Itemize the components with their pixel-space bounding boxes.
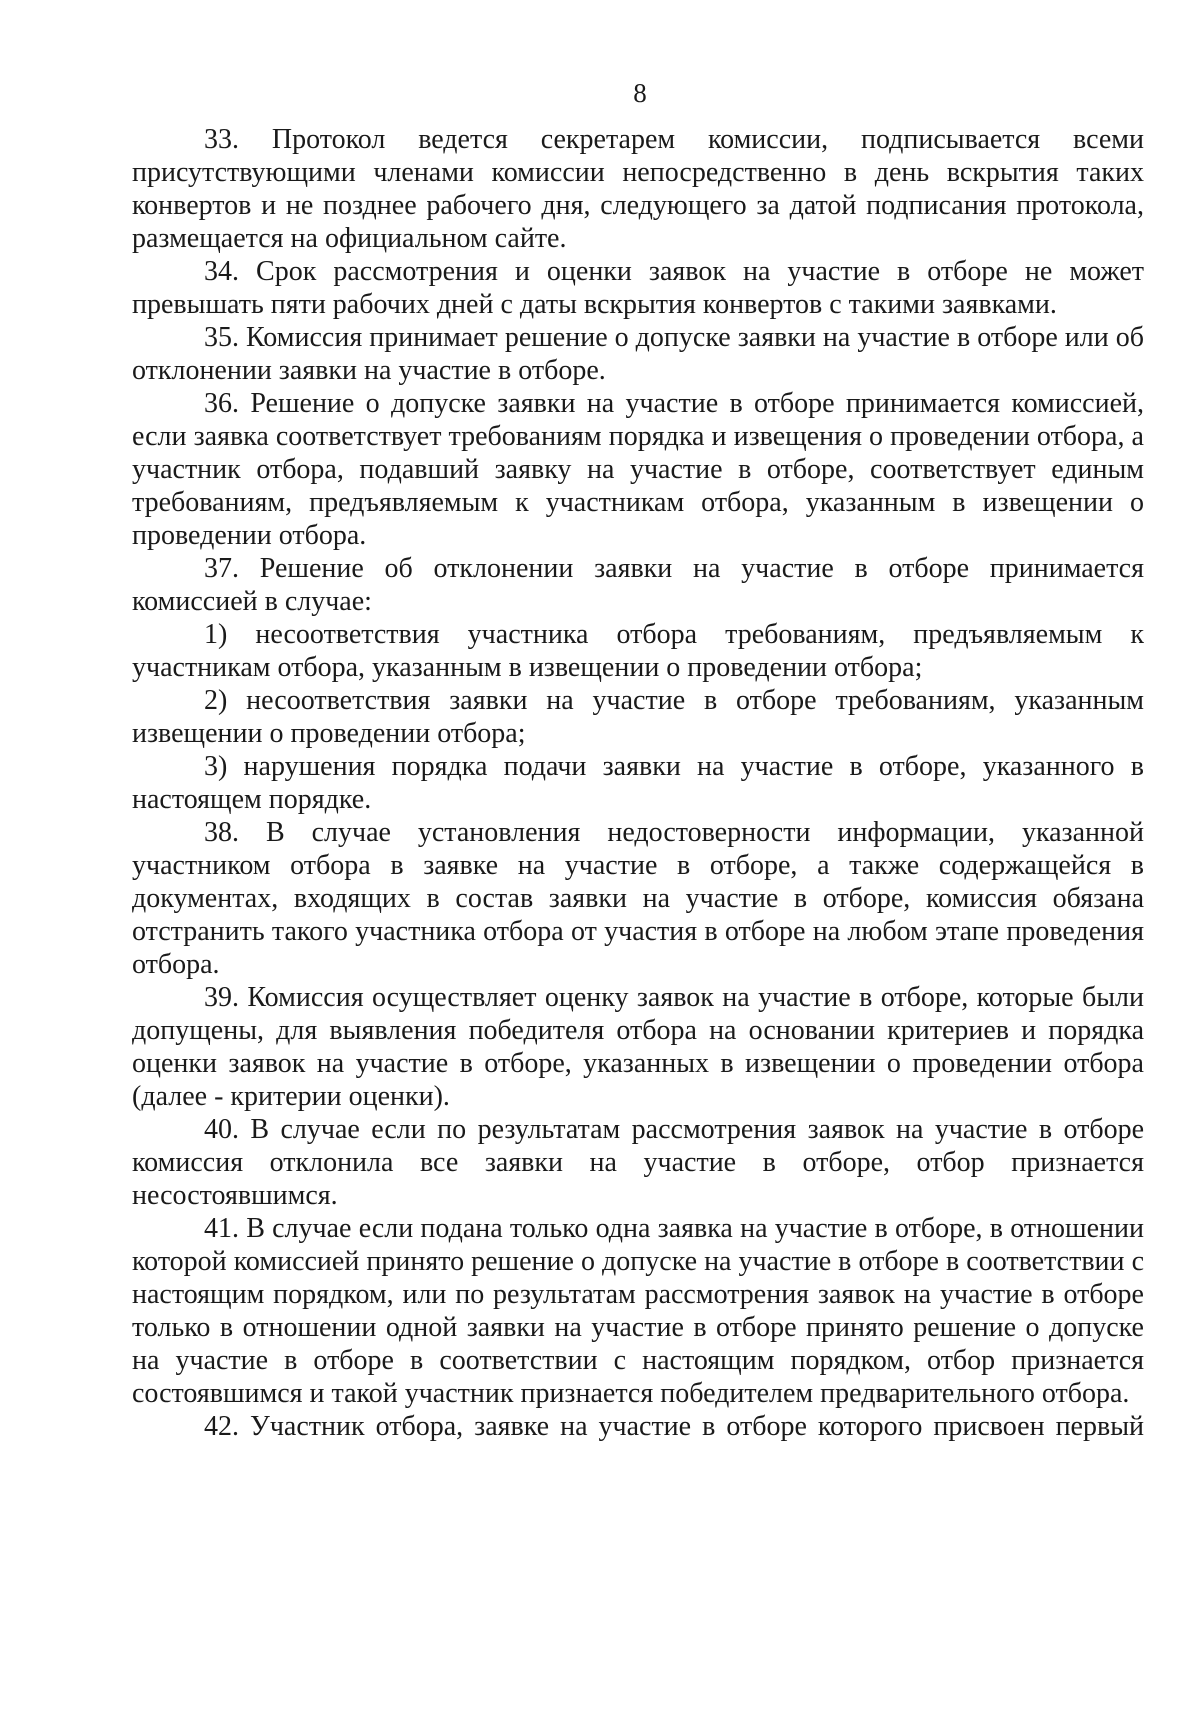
paragraph-33: 33. Протокол ведется секретарем комиссии, подписывается всеми присутствующими членами комиссии непосредственно в день вскрытия таких конвертов и не позднее рабочего дня, следующего за датой подписания протокола, размещается на официальном сайте. — [132, 124, 1144, 254]
paragraph-35: 35. Комиссия принимает решение о допуске заявки на участие в отборе или об отклонении заявки на участие в отборе. — [132, 322, 1144, 386]
paragraph-42: 42. Участник отбора, заявке на участие в отборе которого присвоен первый — [204, 1411, 1144, 1442]
paragraph-34: 34. Срок рассмотрения и оценки заявок на участие в отборе не может превышать пяти рабочих дней с даты вскрытия конвертов с такими заявками. — [132, 256, 1144, 320]
paragraph-38: 38. В случае установления недостоверности информации, указанной участником отбора в заявке на участие в отборе, а также содержащейся в документах, входящих в состав заявки на участие в отборе, комиссия обязана отстранить такого участника отбора от участия в отборе на любом этапе проведения отбора. — [132, 817, 1144, 980]
paragraph-36: 36. Решение о допуске заявки на участие в отборе принимается комиссией, если заявка соответствует требованиям порядка и извещения о проведении отбора, а участник отбора, подавший заявку на участие в отборе, соответствует единым требованиям, предъявляемым к участникам отбора, указанным в извещении о проведении отбора. — [132, 388, 1144, 551]
list-item-1: 1) несоответствия участника отбора требованиям, предъявляемым к участникам отбора, указанным в извещении о проведении отбора; — [132, 619, 1144, 683]
paragraph-41: 41. В случае если подана только одна заявка на участие в отборе, в отношении которой комиссией принято решение о допуске на участие в отборе в соответствии с настоящим порядком, или по результатам рассмотрения заявок на участие в отборе только в отношении одной заявки на участие в отборе принято решение о допуске на участие в отборе в соответствии с настоящим порядком, отбор признается состоявшимся и такой участник признается победителем предварительного отбора. — [132, 1213, 1144, 1409]
list-item-2: 2) несоответствия заявки на участие в отборе требованиям, указанным извещении о проведении отбора; — [132, 685, 1144, 749]
document-body — [132, 123, 1144, 1443]
list-item-3: 3) нарушения порядка подачи заявки на участие в отборе, указанного в настоящем порядке. — [132, 751, 1144, 815]
paragraph-39: 39. Комиссия осуществляет оценку заявок на участие в отборе, которые были допущены, для выявления победителя отбора на основании критериев и порядка оценки заявок на участие в отборе, указанных в извещении о проведении отбора (далее - критерии оценки). — [132, 982, 1144, 1112]
page-number: 8 — [633, 78, 647, 108]
paragraph-40: 40. В случае если по результатам рассмотрения заявок на участие в отборе комиссия отклонила все заявки на участие в отборе, отбор признается несостоявшимся. — [132, 1114, 1144, 1211]
paragraph-37: 37. Решение об отклонении заявки на участие в отборе принимается комиссией в случае: — [132, 553, 1144, 617]
